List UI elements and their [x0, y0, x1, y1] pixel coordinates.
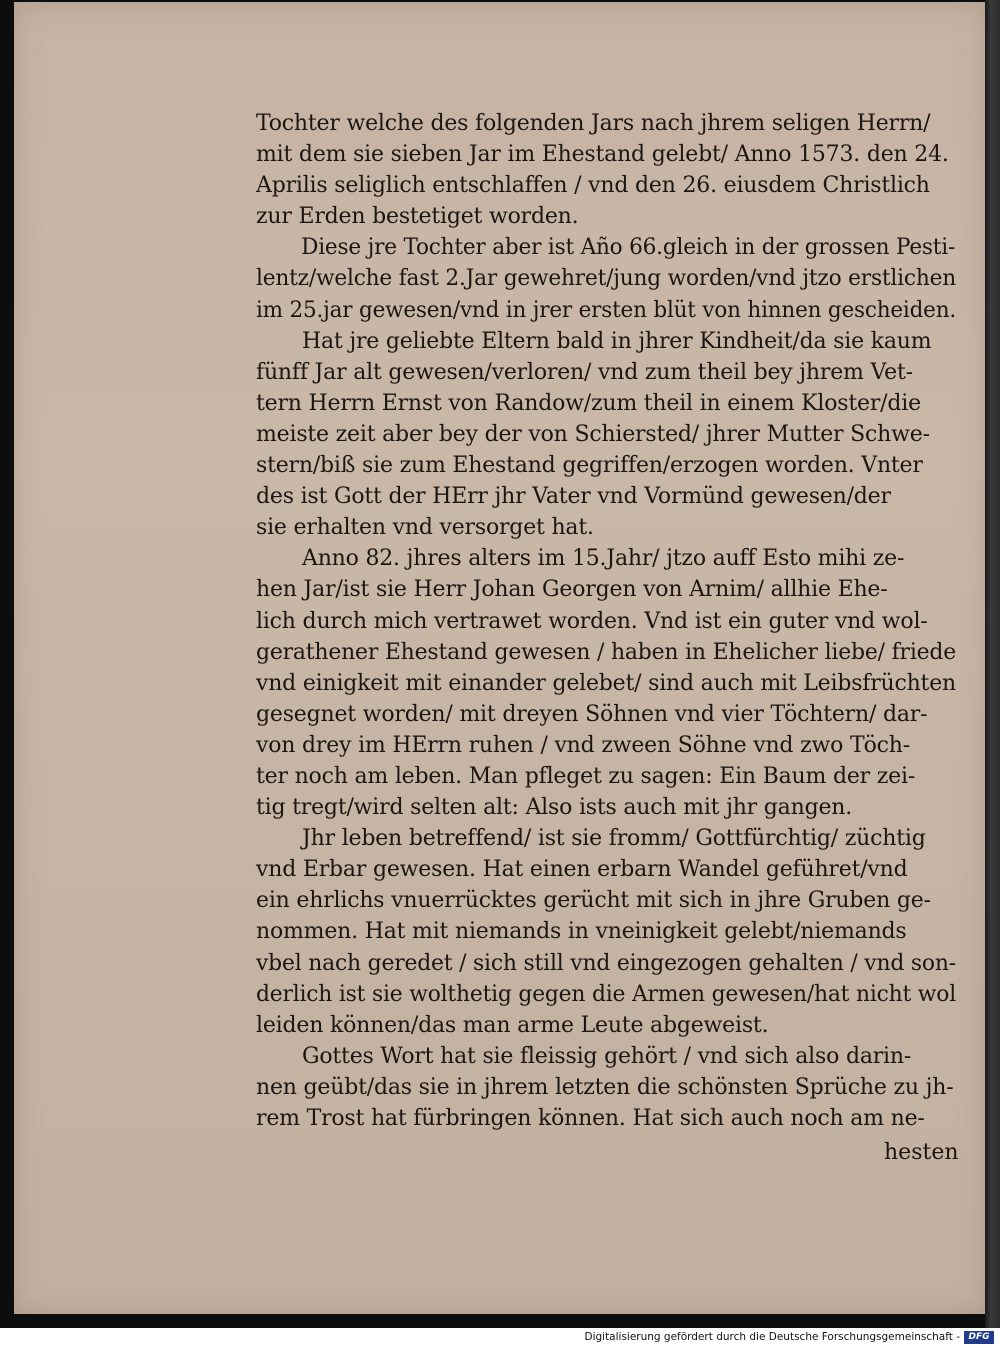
text-line: hen Jar/ist sie Herr Johan Georgen von Arnim/ allhie Ehe-	[256, 577, 888, 603]
text-line: meiste zeit aber bey der von Schiersted/ jhrer Mutter Schwe-	[256, 421, 930, 447]
text-line: Hat jre geliebte Eltern bald in jhrer Kindheit/da sie kaum	[302, 328, 932, 354]
text-line: vnd Erbar gewesen. Hat einen erbarn Wandel geführet/vnd	[256, 857, 908, 883]
text-line: zur Erden bestetiget worden.	[256, 204, 579, 230]
text-line: ein ehrlichs vnuerrücktes gerücht mit sich in jhre Gruben ge-	[256, 888, 931, 914]
text-line: stern/biß sie zum Ehestand gegriffen/erzogen worden. Vnter	[256, 453, 923, 479]
text-line: sie erhalten vnd versorget hat.	[256, 515, 594, 541]
text-line: Aprilis seliglich entschlaffen / vnd den 26. eiusdem Christlich	[256, 173, 930, 199]
text-line: lich durch mich vertrawet worden. Vnd ist ein guter vnd wol-	[256, 608, 928, 634]
scanned-page	[14, 2, 986, 1314]
text-line: gerathener Ehestand gewesen / haben in Ehelicher liebe/ friede	[256, 639, 957, 665]
text-line: lentz/welche fast 2.Jar gewehret/jung worden/vnd jtzo erstlichen	[256, 266, 956, 292]
text-line: leiden können/das man arme Leute abgeweist.	[256, 1012, 769, 1038]
text-line: mit dem sie sieben Jar im Ehestand gelebt/ Anno 1573. den 24.	[256, 142, 949, 168]
text-line: vnd einigkeit mit einander gelebet/ sind auch mit Leibsfrüchten	[256, 670, 956, 696]
text-line: Tochter welche des folgenden Jars nach jhrem seligen Herrn/	[256, 111, 931, 136]
footer-bar	[0, 1328, 1000, 1348]
text-line: nen geübt/das sie in jhrem letzten die schönsten Sprüche zu jh-	[256, 1074, 954, 1100]
text-line: tig tregt/wird selten alt: Also ists auch mit jhr gangen.	[256, 795, 853, 821]
catchword: hesten	[884, 1140, 959, 1165]
dfg-logo: DFG	[964, 1331, 994, 1344]
text-line: tern Herrn Ernst von Randow/zum theil in einem Kloster/die	[256, 390, 921, 416]
text-line: Gottes Wort hat sie fleissig gehört / vnd sich also darin-	[302, 1043, 912, 1069]
text-line: Anno 82. jhres alters im 15.Jahr/ jtzo auff Esto mihi ze-	[302, 546, 905, 572]
scan-frame-edge	[985, 0, 1000, 1328]
text-line: gesegnet worden/ mit dreyen Söhnen vnd vier Töchtern/ dar-	[256, 701, 928, 727]
text-line: des ist Gott der HErr jhr Vater vnd Vormünd gewesen/der	[256, 484, 891, 510]
text-line: Diese jre Tochter aber ist Año 66.gleich in der grossen Pesti-	[301, 235, 956, 261]
text-line: fünff Jar alt gewesen/verloren/ vnd zum theil bey jhrem Vet-	[256, 359, 913, 385]
text-line: Jhr leben betreffend/ ist sie fromm/ Gottfürchtig/ züchtig	[302, 826, 926, 852]
text-line: nommen. Hat mit niemands in vneinigkeit gelebt/niemands	[256, 919, 907, 945]
text-line: von drey im HErrn ruhen / vnd zween Söhne vnd zwo Töch-	[256, 732, 910, 758]
funding-credit: Digitalisierung gefördert durch die Deutsche Forschungsgemeinschaft -	[584, 1331, 960, 1343]
body-text	[256, 108, 956, 1134]
text-line: ter noch am leben. Man pfleget zu sagen: Ein Baum der zei-	[256, 763, 916, 789]
text-line: rem Trost hat fürbringen können. Hat sich auch noch am ne-	[256, 1106, 925, 1131]
text-line: vbel nach geredet / sich still vnd eingezogen gehalten / vnd son-	[256, 950, 956, 976]
text-line: derlich ist sie wolthetig gegen die Armen gewesen/hat nicht wol	[256, 981, 957, 1007]
text-line: im 25.jar gewesen/vnd in jrer ersten blüt von hinnen gescheiden.	[256, 297, 957, 323]
